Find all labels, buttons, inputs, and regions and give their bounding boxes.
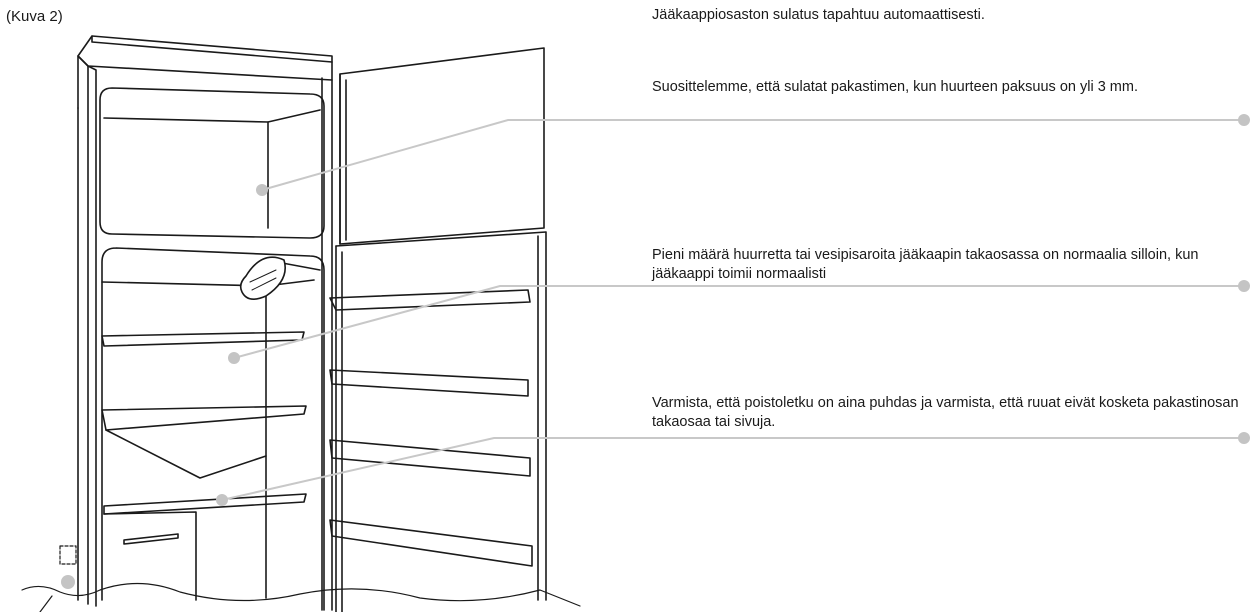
note-drain-clean: Varmista, että poistoletku on aina puhdas ja varmista, että ruuat eivät kosketa pakastinosan takaosaa tai sivuja. <box>652 395 1239 430</box>
note-freezer-defrost: Suosittelemme, että sulatat pakastimen, kun huurteen paksuus on yli 3 mm. <box>652 79 1138 95</box>
figure-label: (Kuva 2) <box>6 8 63 25</box>
callout-dots <box>61 114 1250 589</box>
callout-lines <box>222 120 1244 500</box>
note-auto-defrost: Jääkaappiosaston sulatus tapahtuu automaattisesti. <box>652 7 985 23</box>
note-frost-normal: Pieni määrä huurretta tai vesipisaroita jääkaapin takaosassa on normaalia silloin, kun jääkaappi toimii normaalisti <box>652 247 1199 282</box>
